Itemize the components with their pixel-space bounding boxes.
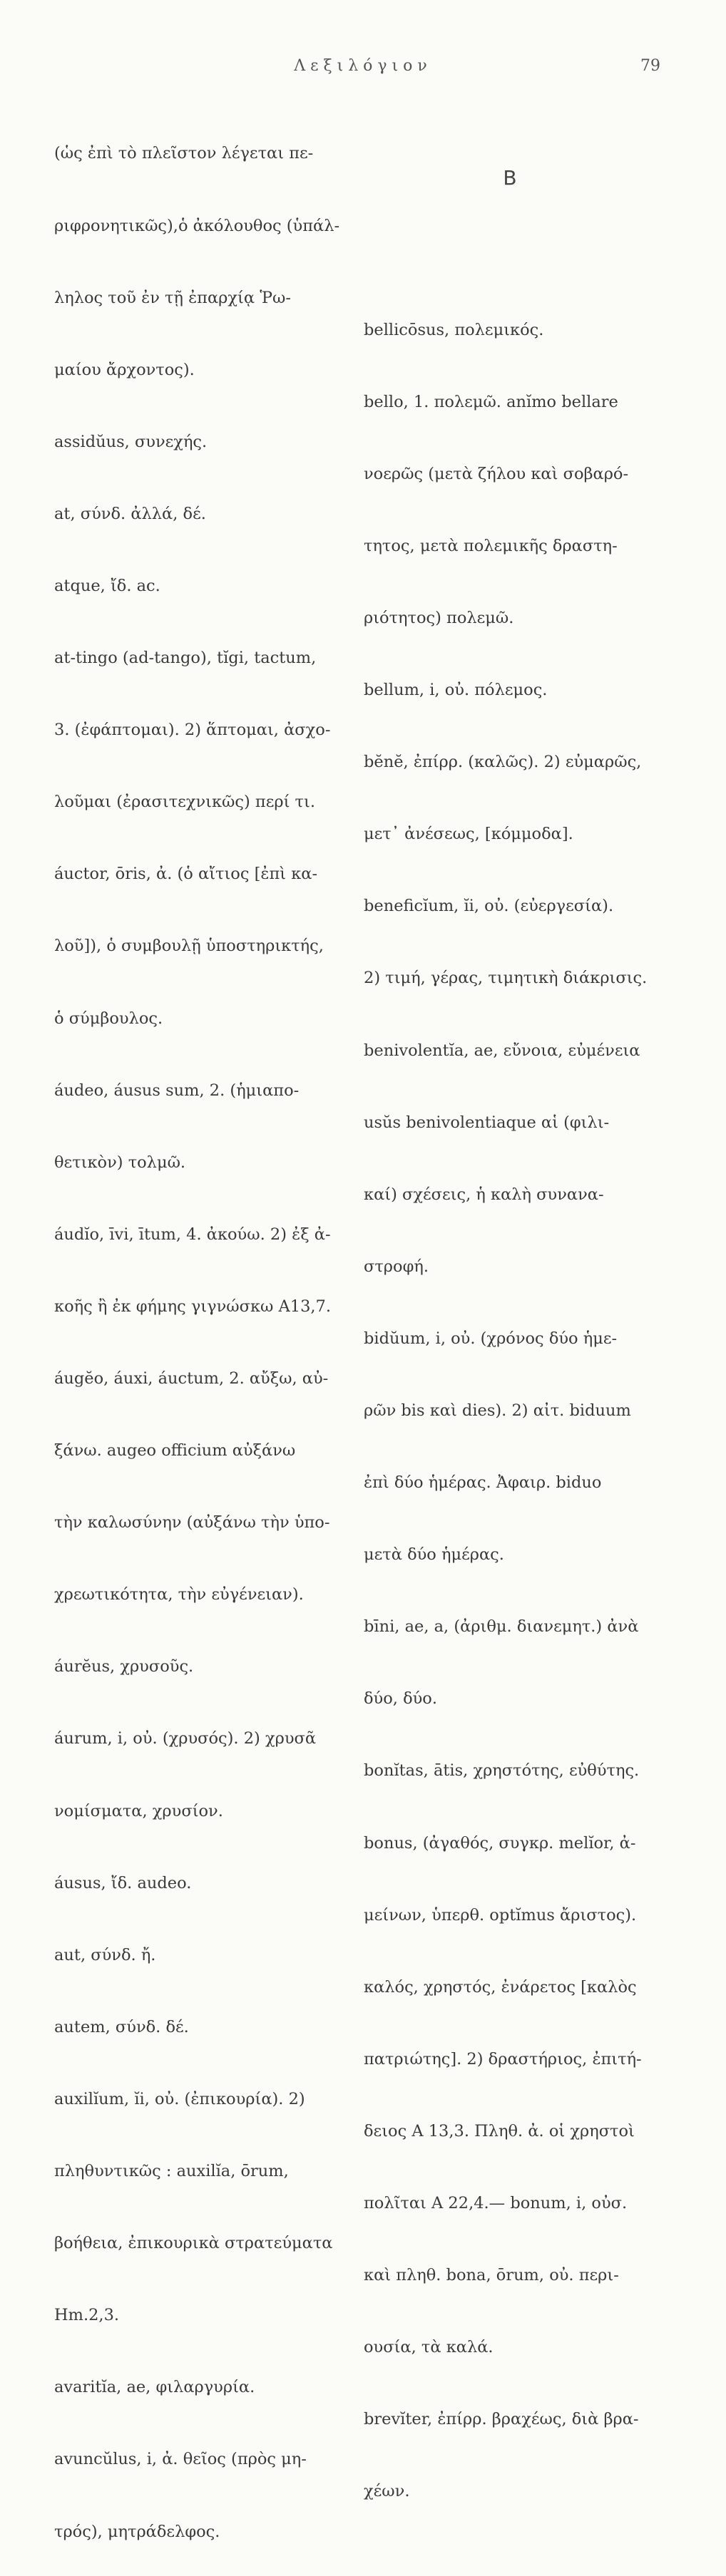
text-line: 2) τιμή, γέρας, τιμητικὴ διάκρισις. [364,969,648,988]
text-line: νομίσματα, χρυσίον. [54,1801,223,1820]
section-letter: B [503,166,517,190]
running-title: Λεξιλόγιον [294,57,432,75]
text-line: τρός), μητράδελφος. [54,2522,220,2541]
entry-line: atque, ἴδ. ac. [54,576,160,595]
page-number: 79 [640,57,660,75]
text-line: usŭs benivolentiaque αἱ (φιλι- [364,1113,610,1132]
entry-line: assidŭus, συνεχής. [54,432,208,451]
entry-line: áurum, i, οὐ. (χρυσός). 2) χρυσᾶ [54,1729,317,1748]
text-line: καί) σχέσεις, ἡ καλὴ συνανα- [364,1185,604,1204]
text-line: λοῦ]), ὁ συμβουλῇ ὑποστηρικτής, [54,937,324,956]
entry-line: bĕnĕ, ἐπίρρ. (καλῶς). 2) εὐμαρῶς, [364,753,642,772]
text-line: 3. (ἐφάπτομαι). 2) ἅπτομαι, ἀσχο- [54,721,331,740]
entry-line: aut, σύνδ. ἤ. [54,1945,156,1964]
text-line: στροφή. [364,1257,429,1276]
text-line: ριφρονητικῶς),ὁ ἀκόλουθος (ὑπάλ- [54,216,340,235]
entry-line: áusus, ἴδ. audeo. [54,1873,192,1892]
text-line: κοῆς ἢ ἐκ φήμης γιγνώσκω A13,7. [54,1297,332,1316]
text-line: θετικὸν) τολμῶ. [54,1153,186,1172]
entry-line: beneficĭum, ĭi, οὐ. (εὐεργεσία). [364,897,614,916]
entry-line: áuctor, ōris, ἀ. (ὁ αἴτιος [ἐπὶ κα- [54,865,318,884]
entry-line: avaritĭa, ae, φιλαργυρία. [54,2378,255,2397]
entry-line: bellicōsus, πολεμικός. [364,320,544,339]
text-line: χρεωτικότητα, τὴν εὐγένειαν). [54,1585,304,1604]
text-line: καλός, χρηστός, ἐνάρετος [καλὸς [364,1977,637,1997]
entry-line: áurĕus, χρυσοῦς. [54,1657,194,1676]
text-line: δύο, δύο. [364,1689,437,1709]
text-line: χέων. [364,2482,410,2501]
entry-line: áugĕo, áuxi, áuctum, 2. αὔξω, αὐ- [54,1369,329,1388]
text-line: μείνων, ὑπερθ. optĭmus ἄριστος). [364,1905,637,1925]
entry-line: bīni, ae, a, (ἀριθμ. διανεμητ.) ἀνὰ [364,1617,639,1637]
text-line: νοερῶς (μετὰ ζήλου καὶ σοβαρό- [364,464,629,483]
entry-line: bonĭtas, ātis, χρηστότης, εὐθύτης. [364,1761,640,1781]
text-line: ουσία, τὰ καλά. [364,2338,494,2357]
text-line: ριότητος) πολεμῶ. [364,608,514,627]
text-line: βοήθεια, ἐπικουρικὰ στρατεύματα [54,2234,333,2253]
text-line: (ὡς ἐπὶ τὸ πλεῖστον λέγεται πε- [54,144,314,163]
text-line: ὁ σύμβουλος. [54,1009,163,1028]
text-line: ληλος τοῦ ἐν τῇ ἐπαρχίᾳ Ῥω- [54,288,291,307]
text-line: δειος A 13,3. Πληθ. ἀ. οἱ χρηστοὶ [364,2121,635,2140]
text-line: καὶ πληθ. bona, ōrum, οὐ. περι- [364,2266,619,2285]
entry-line: at-tingo (ad-tango), tĭgi, tactum, [54,649,317,668]
page-header [0,57,726,86]
right-lines [364,270,678,2552]
entry-line: bidŭum, i, οὐ. (χρόνος δύο ἡμε- [364,1329,618,1348]
entry-line: bello, 1. πολεμῶ. anĭmo bellare [364,392,618,411]
entry-line: áudĭo, īvi, ītum, 4. ἀκούω. 2) ἐξ ἀ- [54,1225,331,1244]
entry-line: autem, σύνδ. δέ. [54,2017,189,2036]
text-line: πατριώτης]. 2) δραστήριος, ἐπιτή- [364,2049,642,2068]
entry-line: bellum, i, οὐ. πόλεμος. [364,681,548,700]
text-line: Hm.2,3. [54,2306,120,2325]
text-line: πολῖται A 22,4.— bonum, i, οὐσ. [364,2194,628,2213]
text-line: πληθυντικῶς : auxilĭa, ōrum, [54,2162,289,2181]
entry-line: avuncŭlus, i, ἀ. θεῖος (πρὸς μη- [54,2450,307,2469]
entry-line: áudeo, áusus sum, 2. (ἡμιαπο- [54,1081,300,1100]
text-line: μαίου ἄρχοντος). [54,360,195,379]
text-line: μετὰ δύο ἡμέρας. [364,1545,504,1565]
entry-line: auxilĭum, ĭi, οὐ. (ἐπικουρία). 2) [54,2089,305,2108]
text-line: τὴν καλωσύνην (αὐξάνω τὴν ὑπο- [54,1513,330,1532]
entry-line: bonus, (ἀγαθός, συγκρ. melĭor, ἀ- [364,1833,636,1853]
entry-line: at, σύνδ. ἀλλά, δέ. [54,504,206,523]
entry-line: benivolentĭa, ae, εὔνοια, εὐμένεια [364,1041,640,1060]
right-column [364,94,678,2576]
left-column [54,94,361,2568]
text-line: ρῶν bis καὶ dies). 2) αἰτ. biduum [364,1401,631,1420]
entry-line: brevĭter, ἐπίρρ. βραχέως, διὰ βρα- [364,2410,639,2429]
text-line: τητος, μετὰ πολεμικῆς δραστη- [364,536,618,555]
text-line: ξάνω. augeo officium αὐξάνω [54,1441,296,1460]
text-line: μετ᾿ ἀνέσεως, [κόμμοδα]. [364,825,573,844]
text-line: ἐπὶ δύο ἡμέρας. Ἀφαιρ. biduo [364,1473,602,1493]
text-line: λοῦμαι (ἐρασιτεχνικῶς) περί τι. [54,793,315,812]
